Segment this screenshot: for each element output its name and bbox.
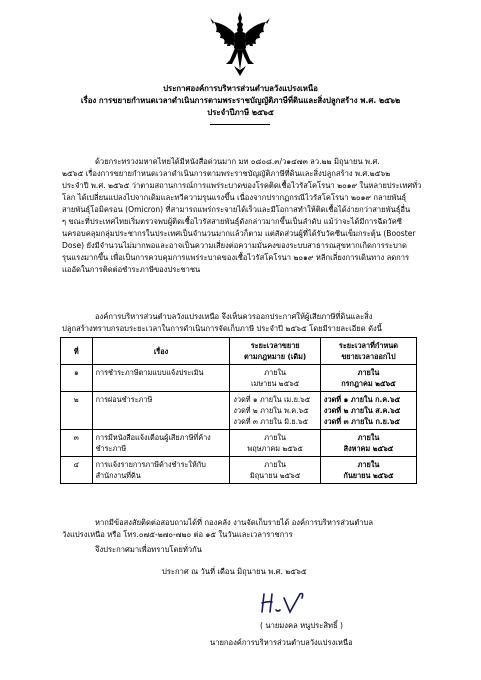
body-paragraph-line: องค์การบริหารส่วนตำบลวังแปรงเหนือ จึงเห็นควรออกประกาศให้ผู้เสียภาษีที่ดินและสิ่ง bbox=[95, 312, 373, 321]
header-legal-line2: ตามกฎหมาย (เดิม) bbox=[244, 352, 307, 361]
row-legal-line: ภายใน bbox=[264, 433, 287, 442]
row-number: ๑ bbox=[61, 365, 93, 392]
row-subject-line: การแจ้งรายการภาษีค้างชำระให้กับ bbox=[95, 460, 206, 469]
row-subject bbox=[92, 430, 230, 457]
body-paragraph-line: รุนแรงมากขึ้น เพื่อเป็นการควบคุมการแพร่ระบาดของเชื้อไวรัสโคโรนา ๒๐๑๙ หลีกเลี่ยงการเดินทาง ลดการ bbox=[62, 253, 410, 262]
table-row bbox=[61, 392, 417, 430]
row-legal-line: ภายใน bbox=[264, 460, 287, 469]
row-legal-line: งวดที่ ๑ ภายใน เม.ย.๖๕ bbox=[233, 395, 311, 404]
row-legal-period bbox=[230, 392, 321, 430]
row-legal-period bbox=[230, 365, 321, 392]
row-legal-line: พฤษภาคม ๒๕๖๕ bbox=[247, 444, 303, 453]
body-paragraph-line: นครอบคลุมกลุ่มประชากรในประเทศเป็นจำนวนมากแล้วก็ตาม แต่สัดส่วนผู้ที่ได้รับวัคซีนเข็มกระตุ้น (Booster bbox=[62, 229, 416, 238]
announcement-title: ประกาศองค์การบริหารส่วนตำบลวังแปรงเหนือ bbox=[163, 84, 318, 93]
garuda-emblem-icon bbox=[208, 10, 272, 78]
row-number: ๒ bbox=[61, 392, 93, 430]
row-ext-line: งวดที่ ๒ ภายใน ส.ค.๖๕ bbox=[323, 406, 401, 415]
signatory-name: ( นายมงคล หนูประสิทธิ์ ) bbox=[260, 621, 343, 630]
row-ext-line: กันยายน ๒๕๖๕ bbox=[343, 471, 394, 480]
announcement-date: ประกาศ ณ วันที่ เดือน มิถุนายน พ.ศ. ๒๕๖๕ bbox=[162, 567, 307, 576]
header-subject: เรื่อง bbox=[92, 338, 230, 365]
announcement-tax-year: ประจำปีภาษี ๒๕๖๕ bbox=[207, 108, 274, 117]
row-legal-line: มิถุนายน ๒๕๖๕ bbox=[249, 471, 301, 480]
header-legal-line1: ระยะเวลาขยาย bbox=[250, 341, 300, 350]
table-row bbox=[61, 457, 417, 484]
row-legal-line: งวดที่ ๒ ภายใน พ.ค.๖๕ bbox=[233, 406, 309, 415]
row-legal-line: งวดที่ ๓ ภายใน มิ.ย.๖๕ bbox=[233, 417, 309, 426]
header-no: ที่ bbox=[61, 338, 93, 365]
row-extended-period bbox=[320, 430, 416, 457]
header-extended-period bbox=[320, 338, 416, 365]
contact-line: วังแปรงเหนือ หรือ โทร.๐๗๕-๒๗๐-๗๒๐ ต่อ ๑๕ ในวันและเวลาราชการ bbox=[62, 530, 293, 539]
row-subject bbox=[92, 392, 230, 430]
table-row bbox=[61, 430, 417, 457]
row-ext-line: กรกฎาคม ๒๕๖๕ bbox=[341, 379, 396, 388]
body-paragraph-line: ปลูกสร้างทราบกรอบระยะเวลาในการดำเนินการจัดเก็บภาษี ประจำปี ๒๕๖๕ โดยมีรายละเอียด ดังนี้ bbox=[62, 324, 382, 333]
body-paragraph-line: ๆ ขณะที่ประเทศไทยเริ่มตรวจพบผู้ติดเชื้อไวรัสสายพันธุ์ดังกล่าวมากขึ้นเป็นลำดับ แม้ว่าจะได้มีการฉีดวัคซี bbox=[62, 217, 402, 226]
row-subject-line: การผ่อนชำระภาษี bbox=[95, 395, 153, 404]
body-paragraph-line: ด้วยกระทรวงมหาดไทยได้มีหนังสือด่วนมาก มท ๐๘๐๘.๓/ว๑๔๗๓ ลว.๒๒ มิถุนายน พ.ศ. bbox=[95, 157, 380, 166]
row-subject-line: ชำระภาษี bbox=[95, 444, 127, 453]
row-number: ๔ bbox=[61, 457, 93, 484]
row-ext-line: งวดที่ ๑ ภายใน ก.ค.๖๕ bbox=[323, 395, 401, 404]
body-paragraph-line: โลก ได้เปลี่ยนแปลงไปจากเดิมและทวีความรุนแรงขึ้น เนื่องจากปรากฏกรณีไวรัสโคโรนา ๒๐๑๙ กลายพันธุ์ bbox=[62, 193, 407, 202]
closing-line: จึงประกาศมาเพื่อทราบโดยทั่วกัน bbox=[95, 545, 202, 554]
header-ext-line2: ขยายเวลาออกไป bbox=[341, 352, 396, 361]
row-ext-line: ภายใน bbox=[357, 433, 380, 442]
table-header-row bbox=[61, 338, 417, 365]
row-number: ๓ bbox=[61, 430, 93, 457]
row-subject-line: การชำระภาษีตามแบบแจ้งประเมิน bbox=[95, 368, 204, 377]
table-row bbox=[61, 365, 417, 392]
row-ext-line: งวดที่ ๓ ภายใน ก.ย.๖๕ bbox=[323, 417, 400, 426]
header-ext-line1: ระยะเวลาที่กำหนด bbox=[338, 341, 398, 350]
row-subject bbox=[92, 457, 230, 484]
title-divider bbox=[210, 124, 270, 125]
announcement-subject: เรื่อง การขยายกำหนดเวลาดำเนินการตามพระราชบัญญัติภาษีที่ดินและสิ่งปลูกสร้าง พ.ศ. ๒๕๖๒ bbox=[80, 96, 401, 105]
signatory-position: นายกองค์การบริหารส่วนตำบลวังแปรงเหนือ bbox=[210, 638, 353, 647]
row-subject-line: การมีหนังสือแจ้งเตือนผู้เสียภาษีที่ค้าง bbox=[95, 433, 211, 442]
body-paragraph-line: Dose) ยังมีจำนวนไม่มากพอและอาจเป็นความเสี่ยงต่อความมั่นคงของระบบสาธารณสุขหากเกิดการระบาด bbox=[62, 241, 407, 250]
header-legal-period bbox=[230, 338, 321, 365]
row-extended-period bbox=[320, 457, 416, 484]
row-ext-line: ภายใน bbox=[357, 368, 380, 377]
row-subject bbox=[92, 365, 230, 392]
row-extended-period bbox=[320, 365, 416, 392]
row-legal-line: เมษายน ๒๕๖๕ bbox=[251, 379, 300, 388]
handwritten-signature bbox=[250, 590, 320, 618]
body-paragraph-line: ประจำปี พ.ศ. ๒๕๖๕ ว่าตามสถานการณ์การแพร่ระบาดของโรคติดเชื้อไวรัสโคโรนา ๒๐๑๙ ในหลายประเทศทั่ว bbox=[62, 181, 422, 190]
row-subject-line: สำนักงานที่ดิน bbox=[95, 471, 141, 480]
row-ext-line: สิงหาคม ๒๕๖๕ bbox=[343, 444, 394, 453]
body-paragraph-line: ๒๕๖๕ เรื่องการขยายกำหนดเวลาดำเนินการตามพระราชบัญญัติภาษีที่ดินและสิ่งปลูกสร้าง พ.ศ.๒๕๖๒ bbox=[62, 169, 391, 178]
row-legal-line: ภายใน bbox=[264, 368, 287, 377]
contact-line: หากมีข้อสงสัยติดต่อสอบถามได้ที่ กองคลัง งานจัดเก็บรายได้ องค์การบริหารส่วนตำบล bbox=[95, 518, 373, 527]
row-extended-period bbox=[320, 392, 416, 430]
tax-schedule-table bbox=[60, 337, 417, 484]
body-paragraph-line: สายพันธุ์โอมิครอน (Omicron) ที่สามารถแพร่กระจายได้เร็วและมีโอกาสทำให้ติดเชื้อได้ง่ายกว่าสายพันธุ์อื่น bbox=[62, 205, 411, 214]
body-paragraph-line: แออัดในการติดต่อชำระภาษีของประชาชน bbox=[62, 265, 201, 274]
row-legal-period bbox=[230, 430, 321, 457]
row-ext-line: ภายใน bbox=[357, 460, 380, 469]
row-legal-period bbox=[230, 457, 321, 484]
